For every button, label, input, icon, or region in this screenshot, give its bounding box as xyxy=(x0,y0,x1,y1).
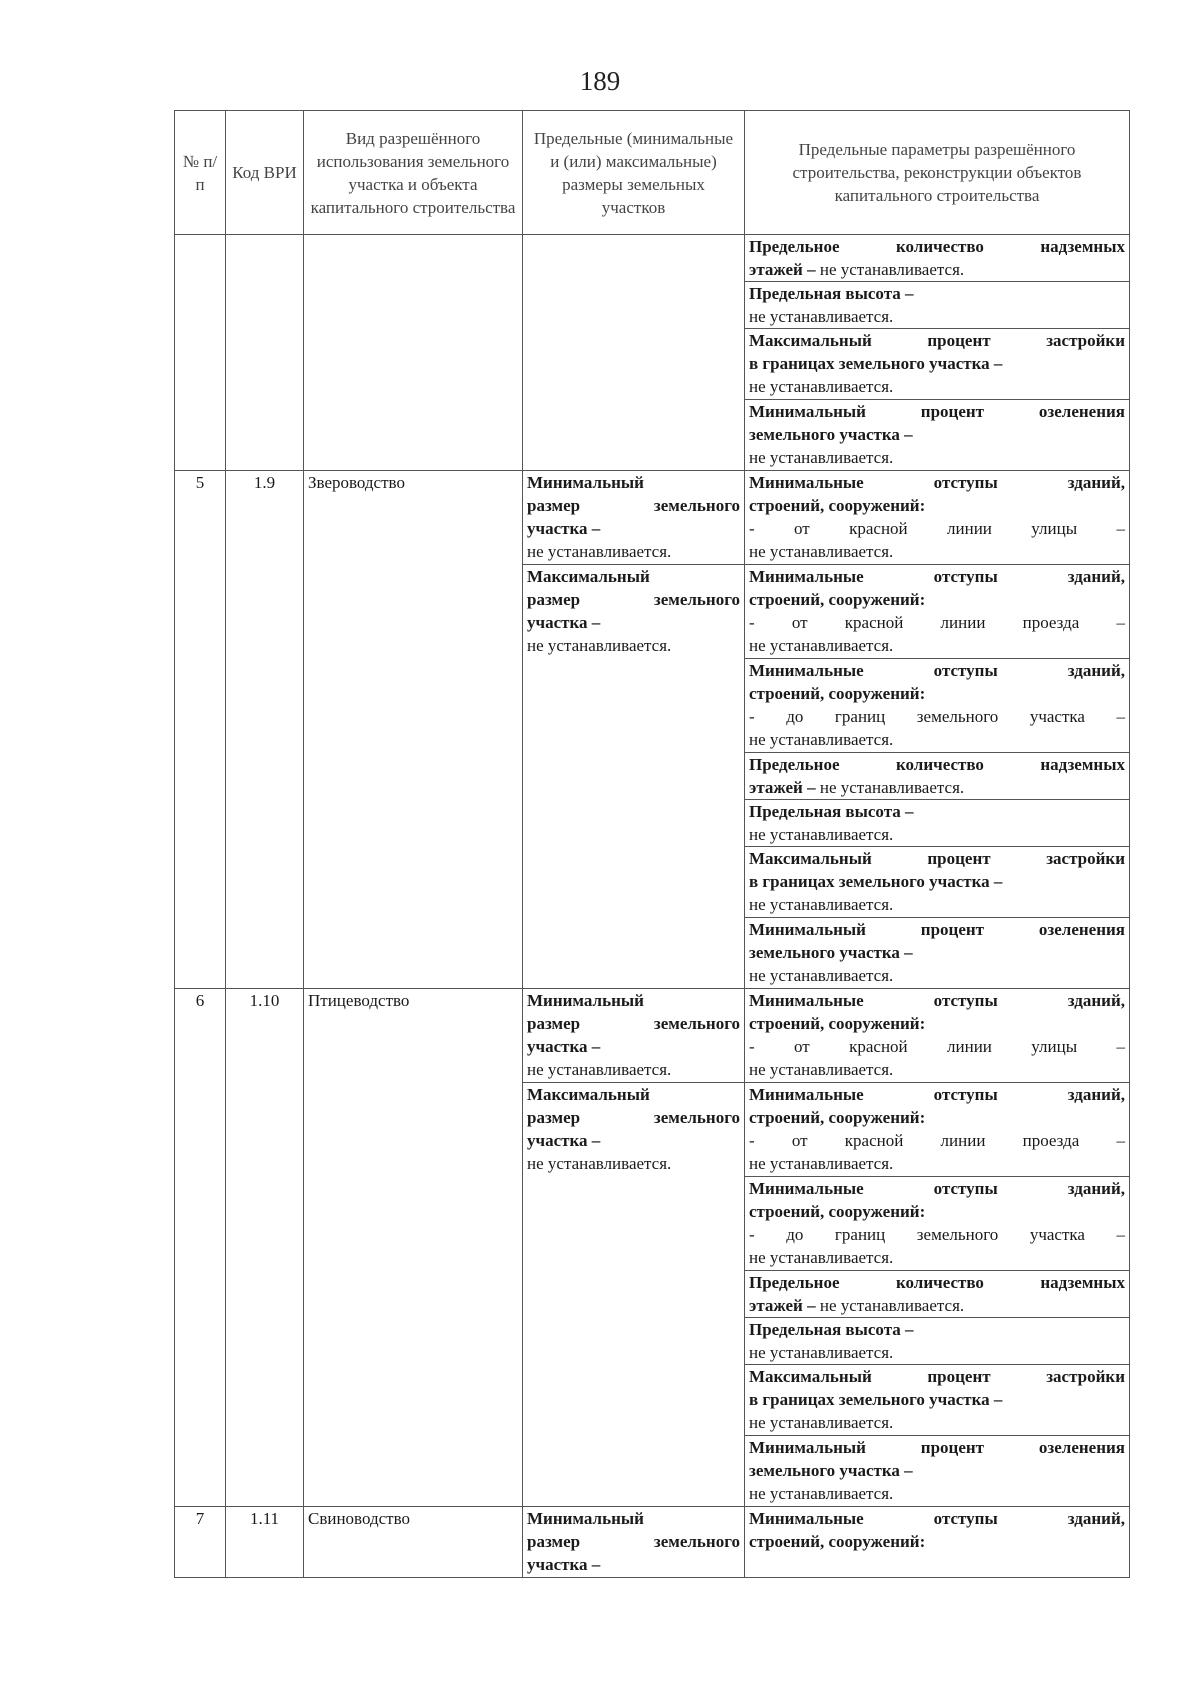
param-value: этажей – не устанавливается. xyxy=(749,1296,965,1315)
param-value: не устанавливается. xyxy=(749,1484,894,1503)
param-item: - от красной линии улицы – xyxy=(749,519,1125,538)
param-title: строений, сооружений: xyxy=(749,1532,926,1551)
param-title: Минимальные отступы зданий, xyxy=(749,567,1125,586)
param-title: в границах земельного участка – xyxy=(749,1390,1003,1409)
size-title: размер земельного xyxy=(527,1014,740,1033)
row-use: Свиноводство xyxy=(304,1507,523,1578)
size-title: Минимальный xyxy=(527,473,644,492)
param-title: Предельное количество надземных xyxy=(749,1273,1125,1292)
param-title: земельного участка – xyxy=(749,1461,913,1480)
param-title: Максимальный процент застройки xyxy=(749,331,1125,350)
size-title: участка – xyxy=(527,1037,601,1056)
table-row xyxy=(175,471,1130,565)
size-title: Максимальный xyxy=(527,1085,650,1104)
param-value: не устанавливается. xyxy=(749,1248,894,1267)
param-title: строений, сооружений: xyxy=(749,684,926,703)
size-title: Минимальный xyxy=(527,1509,644,1528)
param-green-percent xyxy=(745,400,1130,471)
param-title: Максимальный процент застройки xyxy=(749,849,1125,868)
continuation-use-cell xyxy=(304,235,523,471)
param-title: Минимальный процент озеленения xyxy=(749,402,1125,421)
param-indent-border xyxy=(745,659,1130,753)
param-indent-street xyxy=(745,471,1130,565)
param-height xyxy=(745,800,1130,847)
row-code: 1.9 xyxy=(226,471,304,989)
header-use: Вид разрешённого использования земельного участка и объекта капитального строительства xyxy=(304,111,523,235)
max-size-cell xyxy=(523,1083,745,1507)
param-value: не устанавливается. xyxy=(749,1154,894,1173)
continuation-size-cell xyxy=(523,235,745,471)
table-row xyxy=(175,989,1130,1083)
param-title: Минимальные отступы зданий, xyxy=(749,1509,1125,1528)
param-build-percent xyxy=(745,329,1130,400)
param-title: Минимальные отступы зданий, xyxy=(749,1179,1125,1198)
size-title: размер земельного xyxy=(527,590,740,609)
param-green-percent xyxy=(745,1436,1130,1507)
parameters-table xyxy=(174,110,1130,1578)
param-value: не устанавливается. xyxy=(749,825,894,844)
param-title: Предельное количество надземных xyxy=(749,237,1125,256)
row-code: 1.11 xyxy=(226,1507,304,1578)
size-value: не устанавливается. xyxy=(527,1060,672,1079)
size-value: не устанавливается. xyxy=(527,1154,672,1173)
param-title: Предельная высота – xyxy=(749,284,914,303)
min-size-cell xyxy=(523,1507,745,1578)
param-build-percent xyxy=(745,847,1130,918)
size-title: участка – xyxy=(527,519,601,538)
size-title: размер земельного xyxy=(527,1532,740,1551)
row-num: 5 xyxy=(175,471,226,989)
header-params: Предельные параметры разрешённого строительства, реконструкции объектов капитального строительства xyxy=(745,111,1130,235)
header-code: Код ВРИ xyxy=(226,111,304,235)
table-header-row xyxy=(175,111,1130,235)
param-title: строений, сооружений: xyxy=(749,1014,926,1033)
min-size-cell xyxy=(523,471,745,565)
size-title: участка – xyxy=(527,1555,601,1574)
param-title: Предельная высота – xyxy=(749,1320,914,1339)
param-value: не устанавливается. xyxy=(749,730,894,749)
param-item: - от красной линии проезда – xyxy=(749,613,1125,632)
param-title: строений, сооружений: xyxy=(749,590,926,609)
param-title: Минимальный процент озеленения xyxy=(749,1438,1125,1457)
param-title: в границах земельного участка – xyxy=(749,354,1003,373)
row-code: 1.10 xyxy=(226,989,304,1507)
param-floors xyxy=(745,1271,1130,1318)
param-value: этажей – не устанавливается. xyxy=(749,778,965,797)
min-size-cell xyxy=(523,989,745,1083)
param-title: Предельное количество надземных xyxy=(749,755,1125,774)
param-value: не устанавливается. xyxy=(749,636,894,655)
param-title: Максимальный процент застройки xyxy=(749,1367,1125,1386)
max-size-cell xyxy=(523,565,745,989)
header-num: № п/п xyxy=(175,111,226,235)
param-value: не устанавливается. xyxy=(749,542,894,561)
size-title: участка – xyxy=(527,613,601,632)
param-indent-passage xyxy=(745,1083,1130,1177)
param-floors xyxy=(745,753,1130,800)
size-value: не устанавливается. xyxy=(527,636,672,655)
param-title: Предельная высота – xyxy=(749,802,914,821)
param-title: земельного участка – xyxy=(749,943,913,962)
row-num: 6 xyxy=(175,989,226,1507)
size-title: участка – xyxy=(527,1131,601,1150)
size-title: Минимальный xyxy=(527,991,644,1010)
row-use: Звероводство xyxy=(304,471,523,989)
param-title: Минимальные отступы зданий, xyxy=(749,473,1125,492)
param-title: Минимальный процент озеленения xyxy=(749,920,1125,939)
param-title: Минимальные отступы зданий, xyxy=(749,1085,1125,1104)
param-build-percent xyxy=(745,1365,1130,1436)
param-item: - до границ земельного участка – xyxy=(749,1225,1125,1244)
param-title: строений, сооружений: xyxy=(749,1202,926,1221)
table-row xyxy=(175,1507,1130,1578)
param-value: не устанавливается. xyxy=(749,377,894,396)
param-item: - от красной линии проезда – xyxy=(749,1131,1125,1150)
size-title: Максимальный xyxy=(527,567,650,586)
param-title: Минимальные отступы зданий, xyxy=(749,991,1125,1010)
param-title: Минимальные отступы зданий, xyxy=(749,661,1125,680)
param-indent-border xyxy=(745,1177,1130,1271)
param-value: не устанавливается. xyxy=(749,448,894,467)
continuation-num-cell xyxy=(175,235,226,471)
header-size: Предельные (минимальные и (или) максимальные) размеры земельных участков xyxy=(523,111,745,235)
param-value: не устанавливается. xyxy=(749,1413,894,1432)
size-value: не устанавливается. xyxy=(527,542,672,561)
param-height xyxy=(745,1318,1130,1365)
param-indent-partial xyxy=(745,1507,1130,1578)
param-item: - до границ земельного участка – xyxy=(749,707,1125,726)
param-floors xyxy=(745,235,1130,282)
param-indent-street xyxy=(745,989,1130,1083)
table-row xyxy=(175,235,1130,282)
param-height xyxy=(745,282,1130,329)
param-value: не устанавливается. xyxy=(749,307,894,326)
param-title: строений, сооружений: xyxy=(749,1108,926,1127)
param-title: земельного участка – xyxy=(749,425,913,444)
size-title: размер земельного xyxy=(527,1108,740,1127)
param-value: не устанавливается. xyxy=(749,966,894,985)
row-num: 7 xyxy=(175,1507,226,1578)
param-value: не устанавливается. xyxy=(749,1060,894,1079)
param-title: в границах земельного участка – xyxy=(749,872,1003,891)
param-indent-passage xyxy=(745,565,1130,659)
param-value: не устанавливается. xyxy=(749,1343,894,1362)
size-title: размер земельного xyxy=(527,496,740,515)
param-item: - от красной линии улицы – xyxy=(749,1037,1125,1056)
row-use: Птицеводство xyxy=(304,989,523,1507)
param-green-percent xyxy=(745,918,1130,989)
param-value: этажей – не устанавливается. xyxy=(749,260,965,279)
param-value: не устанавливается. xyxy=(749,895,894,914)
continuation-code-cell xyxy=(226,235,304,471)
page-number: 189 xyxy=(579,66,621,96)
param-title: строений, сооружений: xyxy=(749,496,926,515)
